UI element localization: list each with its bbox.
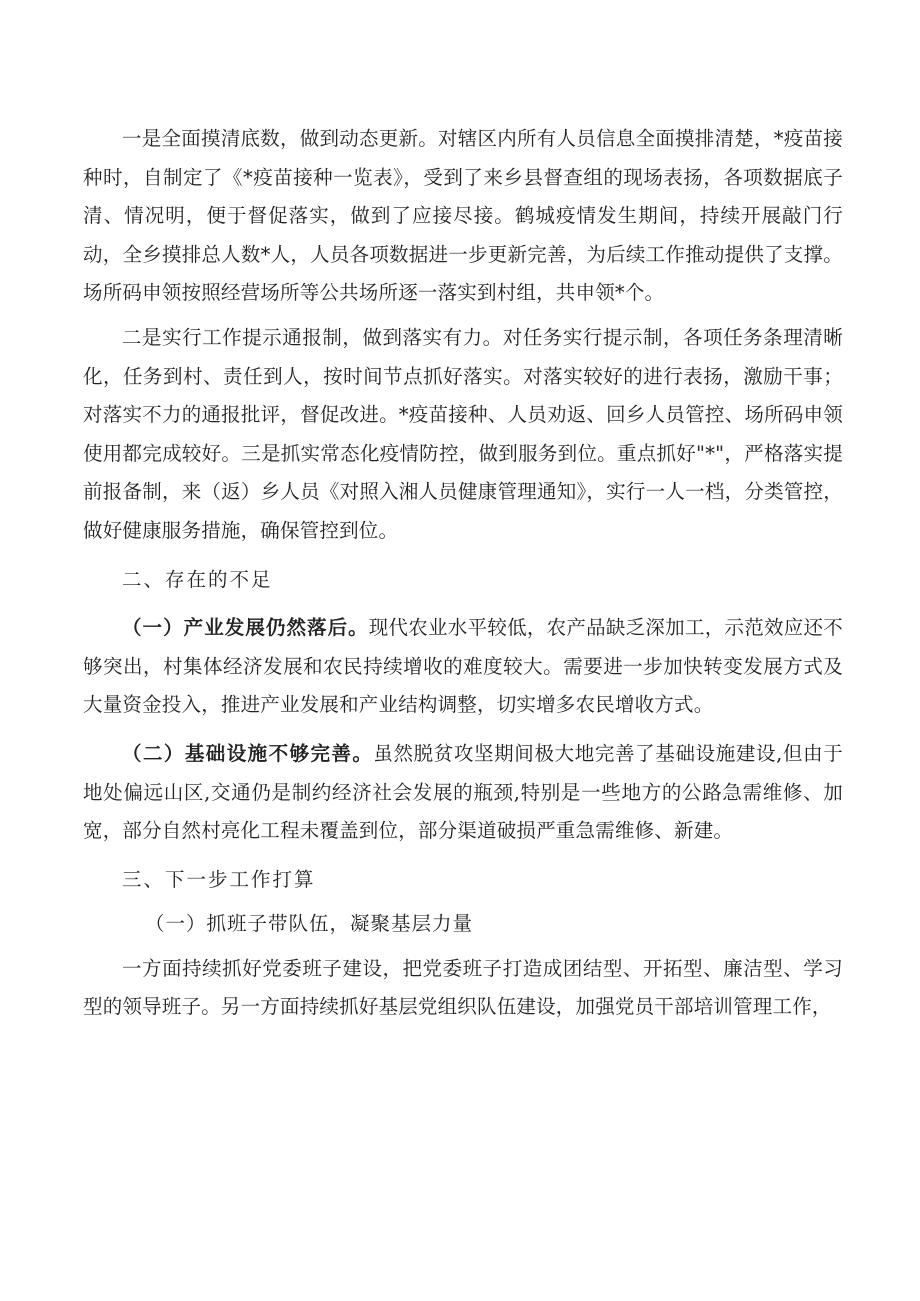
paragraph-census: 一是全面摸清底数，做到动态更新。对辖区内所有人员信息全面摸排清楚，*疫苗接种时，自制定了《*疫苗接种一览表》，受到了来乡县督查组的现场表扬，各项数据底子清、情况明，便于督促落实，做到了应接尽接。鹤城疫情发生期间，持续开展敲门行动，全乡摸排总人数*人，人员各项数据进一步更新完善，为后续工作推动提供了支撑。场所码申领按照经营场所等公共场所逐一落实到村组，共申领*个。 <box>83 127 843 305</box>
section-heading-shortcomings: 二、存在的不足 <box>122 567 273 591</box>
paragraph-industry <box>83 609 843 725</box>
industry-body: 现代农业水平较低，农产品缺乏深加工，示范效应还不够突出，村集体经济发展和农民持续增收的难度较大。需要进一步加快转变发展方式及大量资金投入，推进产业发展和产业结构调整，切实增多农民增收方式。 <box>83 616 843 717</box>
infrastructure-lead: （二）基础设施不够完善。 <box>122 741 374 765</box>
section-heading-next-steps: 三、下一步工作打算 <box>122 867 316 891</box>
paragraph-team-building: 一方面持续抓好党委班子建设，把党委班子打造成团结型、开拓型、廉洁型、学习型的领导班子。另一方面持续抓好基层党组织队伍建设，加强党员干部培训管理工作， <box>83 956 843 1019</box>
paragraph-notification-system: 二是实行工作提示通报制，做到落实有力。对任务实行提示制，各项任务条理清晰化，任务到村、责任到人，按时间节点抓好落实。对落实较好的进行表扬，激励干事；对落实不力的通报批评，督促改进。*疫苗接种、人员劝返、回乡人员管控、场所码申领使用都完成较好。三是抓实常态化疫情防控，做到服务到位。重点抓好"*"，严格落实提前报备制，来（返）乡人员《对照入湘人员健康管理通知》，实行一人一档，分类管控，做好健康服务措施，确保管控到位。 <box>83 325 843 542</box>
document-page <box>83 120 843 1027</box>
paragraph-infrastructure <box>83 735 843 851</box>
infrastructure-body: 虽然脱贫攻坚期间极大地完善了基础设施建设,但由于地处偏远山区,交通仍是制约经济社会发展的瓶颈,特别是一些地方的公路急需维修、加宽，部分自然村亮化工程未覆盖到位，部分渠道破损严重急需维修、新建。 <box>83 741 843 843</box>
subsection-heading-team: （一）抓班子带队伍，凝聚基层力量 <box>145 912 474 936</box>
industry-lead: （一）产业发展仍然落后。 <box>122 616 369 640</box>
